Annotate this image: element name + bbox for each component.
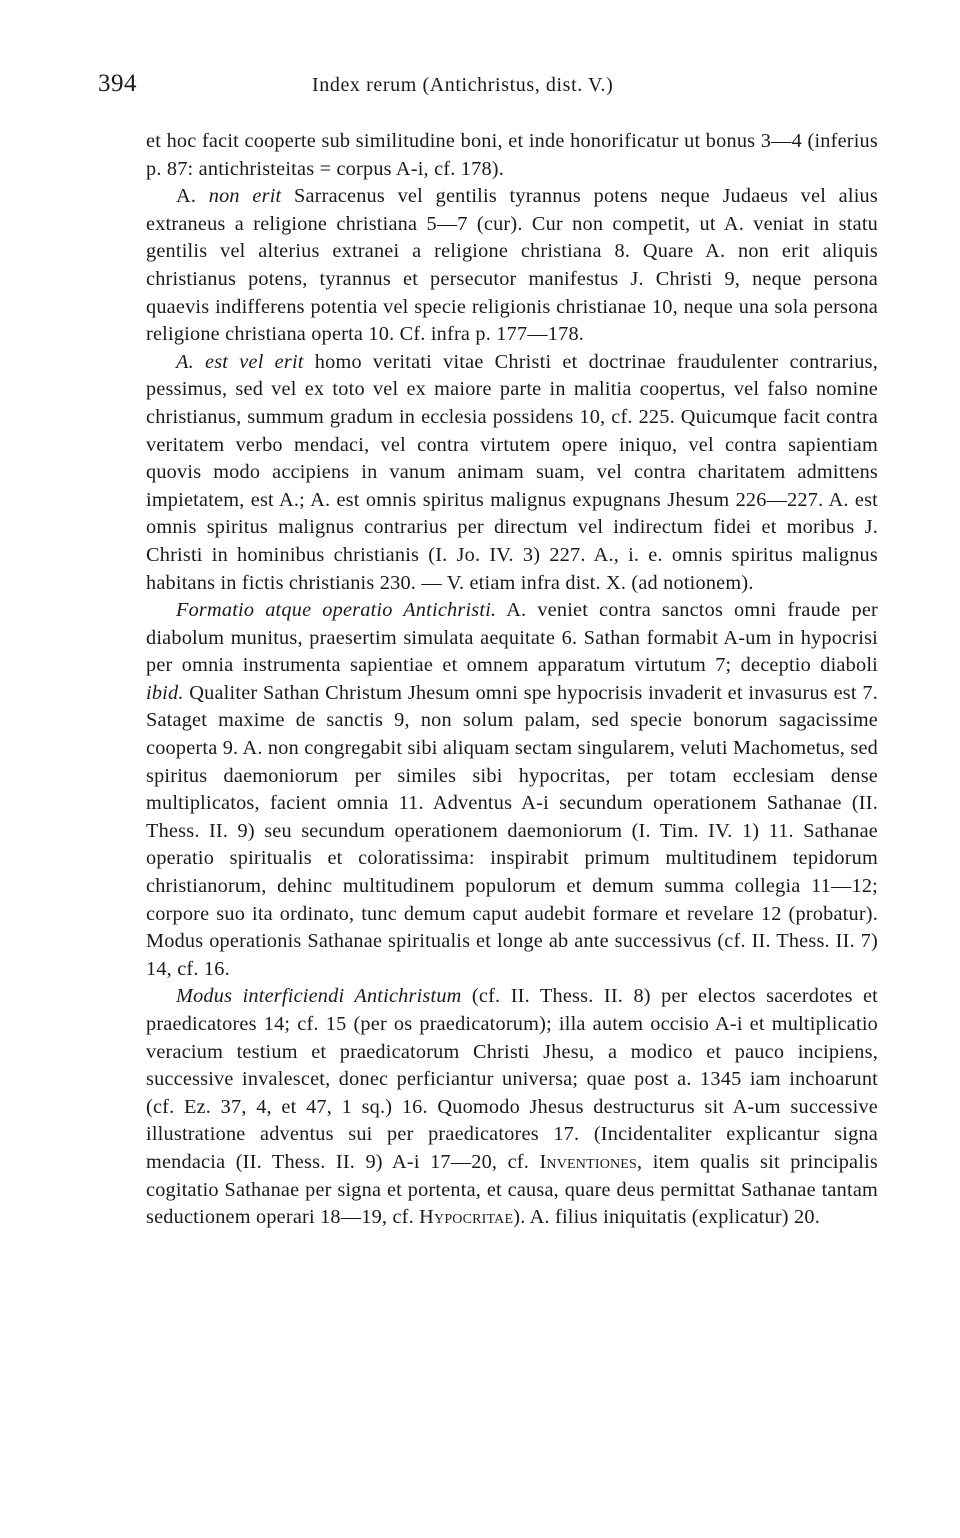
cross-reference: Hypocritae [419,1206,514,1229]
text-segment: (cf. II. Thess. II. 8) per electos sacerdotes et praedicatores 14; cf. 15 (per os praedicatorum); illa autem occisio A-i et multiplicatio veracium testium et praedicatorum Christi Jhesu, a modico et pauco incipiens, successive invalescet, donec perficiantur universa; quae post a. 1345 iam inchoarunt (cf. Ez. 37, 4, et 47, 1 sq.) 16. Quomodo Jhesus destructurus sit A-um successive illustratione adventus sui per praedicatores 17. (Incidentaliter explicantur signa mendacia (II. Thess. II. 9) A-i 17—20, cf. [146,985,879,1173]
text-segment: Qualiter Sathan Christum Jhesum omni spe hypocrisis invaderit et invasurus est 7. Sataget maxime de sanctis 9, non solum palam, sed specie bonorum sagacissime cooperta 9. A. non congregabit sibi aliquam sectam singularem, veluti Machometus, sed spiritus daemoniorum per similes sibi hypocritas, per totam ecclesiam dense multiplicatos, facient omnia 11. Adventus A-i secundum operationem Sathanae (II. Thess. II. 9) seu secundum operationem daemoniorum (I. Tim. IV. 1) 11. Sathanae operatio spiritualis et coloratissima: inspirabit primum multitudinem tepidorum christianorum, dehinc multitudinem populorum et demum summa collegia 11—12; corpore suo ita ordinato, tunc demum caput audebit formare et revelare 12 (probatur). Modus operationis Sathanae spiritualis et longe ab ante successivus (cf. II. Thess. II. 7) 14, cf. 16. [146,681,878,980]
text-segment-italic: A. [176,350,206,373]
index-paragraph [146,183,878,349]
cross-reference: Inventiones [539,1150,638,1173]
index-paragraph [146,349,878,597]
text-segment-italic: Formatio atque operatio Antichristi. [176,599,497,622]
page-number: 394 [98,70,137,97]
text-segment-italic: Modus interficiendi Antichristum [176,985,462,1008]
text-segment: ). A. filius iniquitatis (explicatur) 20. [513,1206,820,1229]
text-segment-italic: non erit [208,185,282,208]
index-paragraph [146,597,878,983]
text-segment: homo veritati vitae Christi et doctrinae fraudulenter contrarius, pessimus, sed vel ex toto vel ex maiore parte in malitia coopertus, vel falso nomine christianus, summum gradum in ecclesia possidens 10, cf. 225. Quicumque facit contra veritatem verbo mendaci, vel contra virtutem opere iniquo, vel contra sapientiam quovis modo accipiens in vanum animam suam, vel contra charitatem admittens impietatem, est A.; A. est omnis spiritus malignus expugnans Jhesum 226—227. A. est omnis spiritus malignus contrarius per directum vel indirectum fidei et moribus J. Christi in hominibus christianis (I. Jo. IV. 3) 227. A., i. e. omnis spiritus malignus habitans in fictis christianis 230. — V. etiam infra dist. X. (ad notionem). [146,350,878,594]
running-title: Index rerum (Antichristus, dist. V.) [312,74,614,96]
text-segment: et hoc facit cooperte sub similitudine boni, et inde honorificatur ut bonus 3—4 (inferius p. 87: antichristeitas = corpus A-i, cf. 178). [146,130,878,180]
index-paragraph [146,983,878,1231]
text-segment: A. [176,185,209,208]
index-paragraph [146,128,878,183]
text-segment: , item qualis sit principalis cogitatio Sathanae per signa et portenta, et causa, quare deus permittat Sathanae tantam seductionem operari 18—19, cf. [146,1150,879,1229]
text-segment: A. veniet contra sanctos omni fraude per diabolum munitus, praesertim simulata aequitate 6. Sathan formabit A-um in hypocrisi per omnia instrumenta sapientiae et omnem apparatum virtutum 7; deceptio diaboli [146,599,878,677]
text-segment: Sarracenus vel gentilis tyrannus potens neque Judaeus vel alius extraneus a religione christiana 5—7 (cur). Cur non competit, ut A. veniat in statu gentilis vel alterius extranei a religione christiana 8. Quare A. non erit aliquis christianus potens, tyrannus et persecutor manifestus J. Christi 9, neque persona quaevis indifferens potentia vel specie religionis christianae 10, neque una sola persona religione christiana operta 10. Cf. infra p. 177—178. [146,185,878,346]
text-segment-italic: ibid. [146,681,184,704]
text-segment-italic: est vel erit [205,350,304,373]
index-body [146,128,878,1232]
